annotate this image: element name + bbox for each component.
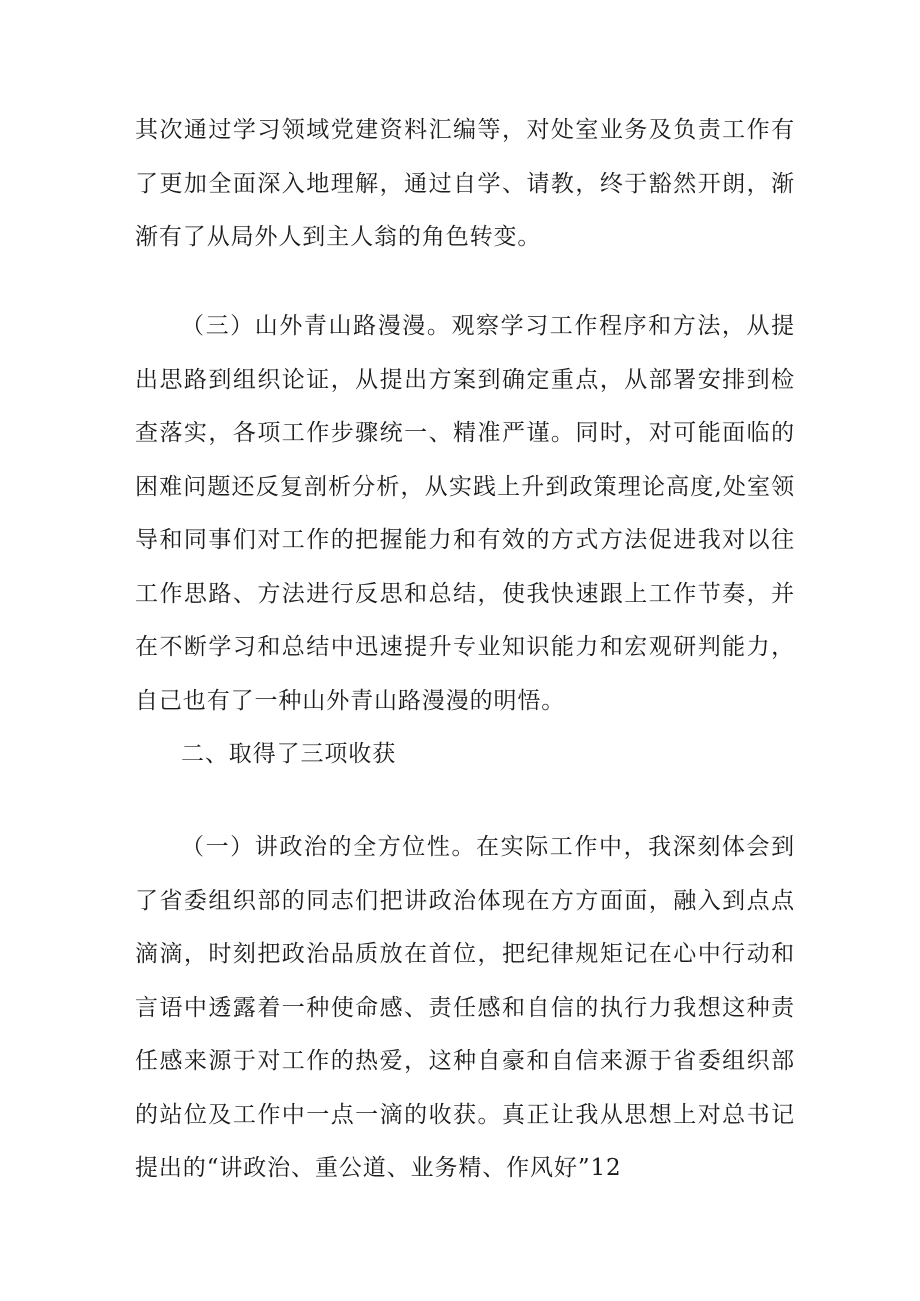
paragraph-section-3: （三）山外青山路漫漫。观察学习工作程序和方法，从提出思路到组织论证，从提出方案到确定重点，从部署安排到检查落实，各项工作步骤统一、精准严谨。同时，对可能面临的困难问题还反复剖析分析，从实践上升到政策理论高度,处室领导和同事们对工作的把握能力和有效的方式方法促进我对以往工作思路、方法进行反思和总结，使我快速跟上工作节奏，并在不断学习和总结中迅速提升专业知识能力和宏观研判能力，自己也有了一种山外青山路漫漫的明悟。 — [135, 313, 795, 714]
section-heading-2: 二、取得了三项收获 — [181, 741, 397, 767]
paragraph-section-1: （一）讲政治的全方位性。在实际工作中，我深刻体会到了省委组织部的同志们把讲政治体现在方方面面，融入到点点滴滴，时刻把政治品质放在首位，把纪律规矩记在心中行动和言语中透露着一种使命感、责任感和自信的执行力我想这种责任感来源于对工作的热爱，这种自豪和自信来源于省委组织部的站位及工作中一点一滴的收获。真正让我从思想上对总书记提出的“讲政治、重公道、业务精、作风好”12 — [135, 834, 795, 1181]
paragraph-continuation: 其次通过学习领域党建资料汇编等，对处室业务及负责工作有了更加全面深入地理解，通过自学、请教，终于豁然开朗，渐渐有了从局外人到主人翁的角色转变。 — [135, 117, 795, 250]
